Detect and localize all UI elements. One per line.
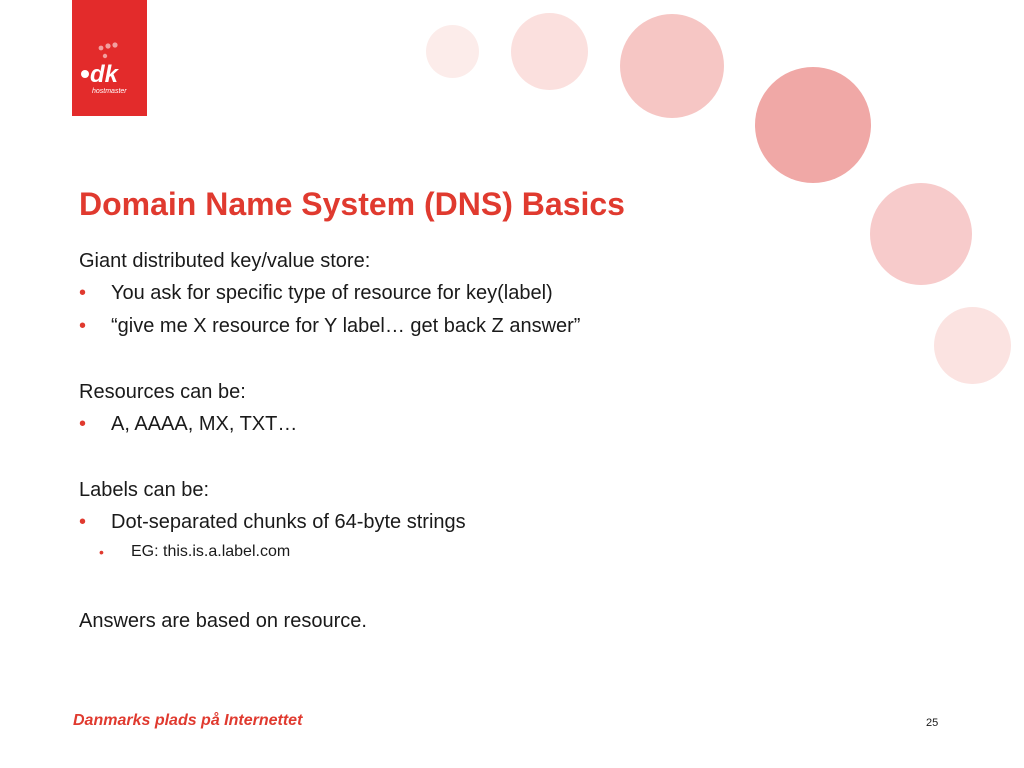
- logo-brand: dk: [90, 61, 119, 88]
- resources-heading: Resources can be:: [79, 381, 246, 403]
- bullet-text: A, AAAA, MX, TXT…: [111, 413, 298, 435]
- decorative-circle: [934, 307, 1011, 384]
- list-item: [79, 310, 919, 343]
- slide-body: [79, 245, 919, 637]
- spacer: [79, 565, 919, 605]
- bullet-icon: •: [79, 315, 87, 337]
- slide-title: Domain Name System (DNS) Basics: [79, 186, 625, 222]
- bullet-text: “give me X resource for Y label… get back Z answer”: [111, 315, 581, 337]
- decorative-circle: [755, 67, 871, 183]
- labels-heading: Labels can be:: [79, 479, 210, 501]
- sub-bullet-text: EG: this.is.a.label.com: [131, 543, 291, 560]
- kv-heading: Giant distributed key/value store:: [79, 250, 371, 272]
- bullet-icon: •: [79, 282, 87, 304]
- decorative-circle: [426, 25, 479, 78]
- answers-text: Answers are based on resource.: [79, 610, 367, 632]
- list-item: [79, 277, 919, 310]
- spacer: [79, 343, 919, 376]
- bullet-icon: •: [79, 511, 87, 533]
- dk-hostmaster-logo: [72, 0, 147, 116]
- bullet-icon: •: [79, 413, 87, 435]
- logo-subtext: hostmaster: [92, 88, 127, 95]
- list-item: [79, 408, 919, 441]
- spacer: [79, 441, 919, 474]
- bullet-icon: •: [99, 544, 104, 560]
- list-item: [79, 506, 919, 539]
- decorative-circle: [511, 13, 588, 90]
- decorative-circle: [620, 14, 724, 118]
- footer-tagline: Danmarks plads på Internettet: [73, 712, 303, 729]
- bullet-text: You ask for specific type of resource for key(label): [111, 282, 553, 304]
- bullet-text: Dot-separated chunks of 64-byte strings: [111, 511, 466, 533]
- sub-list-item: [79, 539, 919, 565]
- page-number: 25: [926, 717, 939, 729]
